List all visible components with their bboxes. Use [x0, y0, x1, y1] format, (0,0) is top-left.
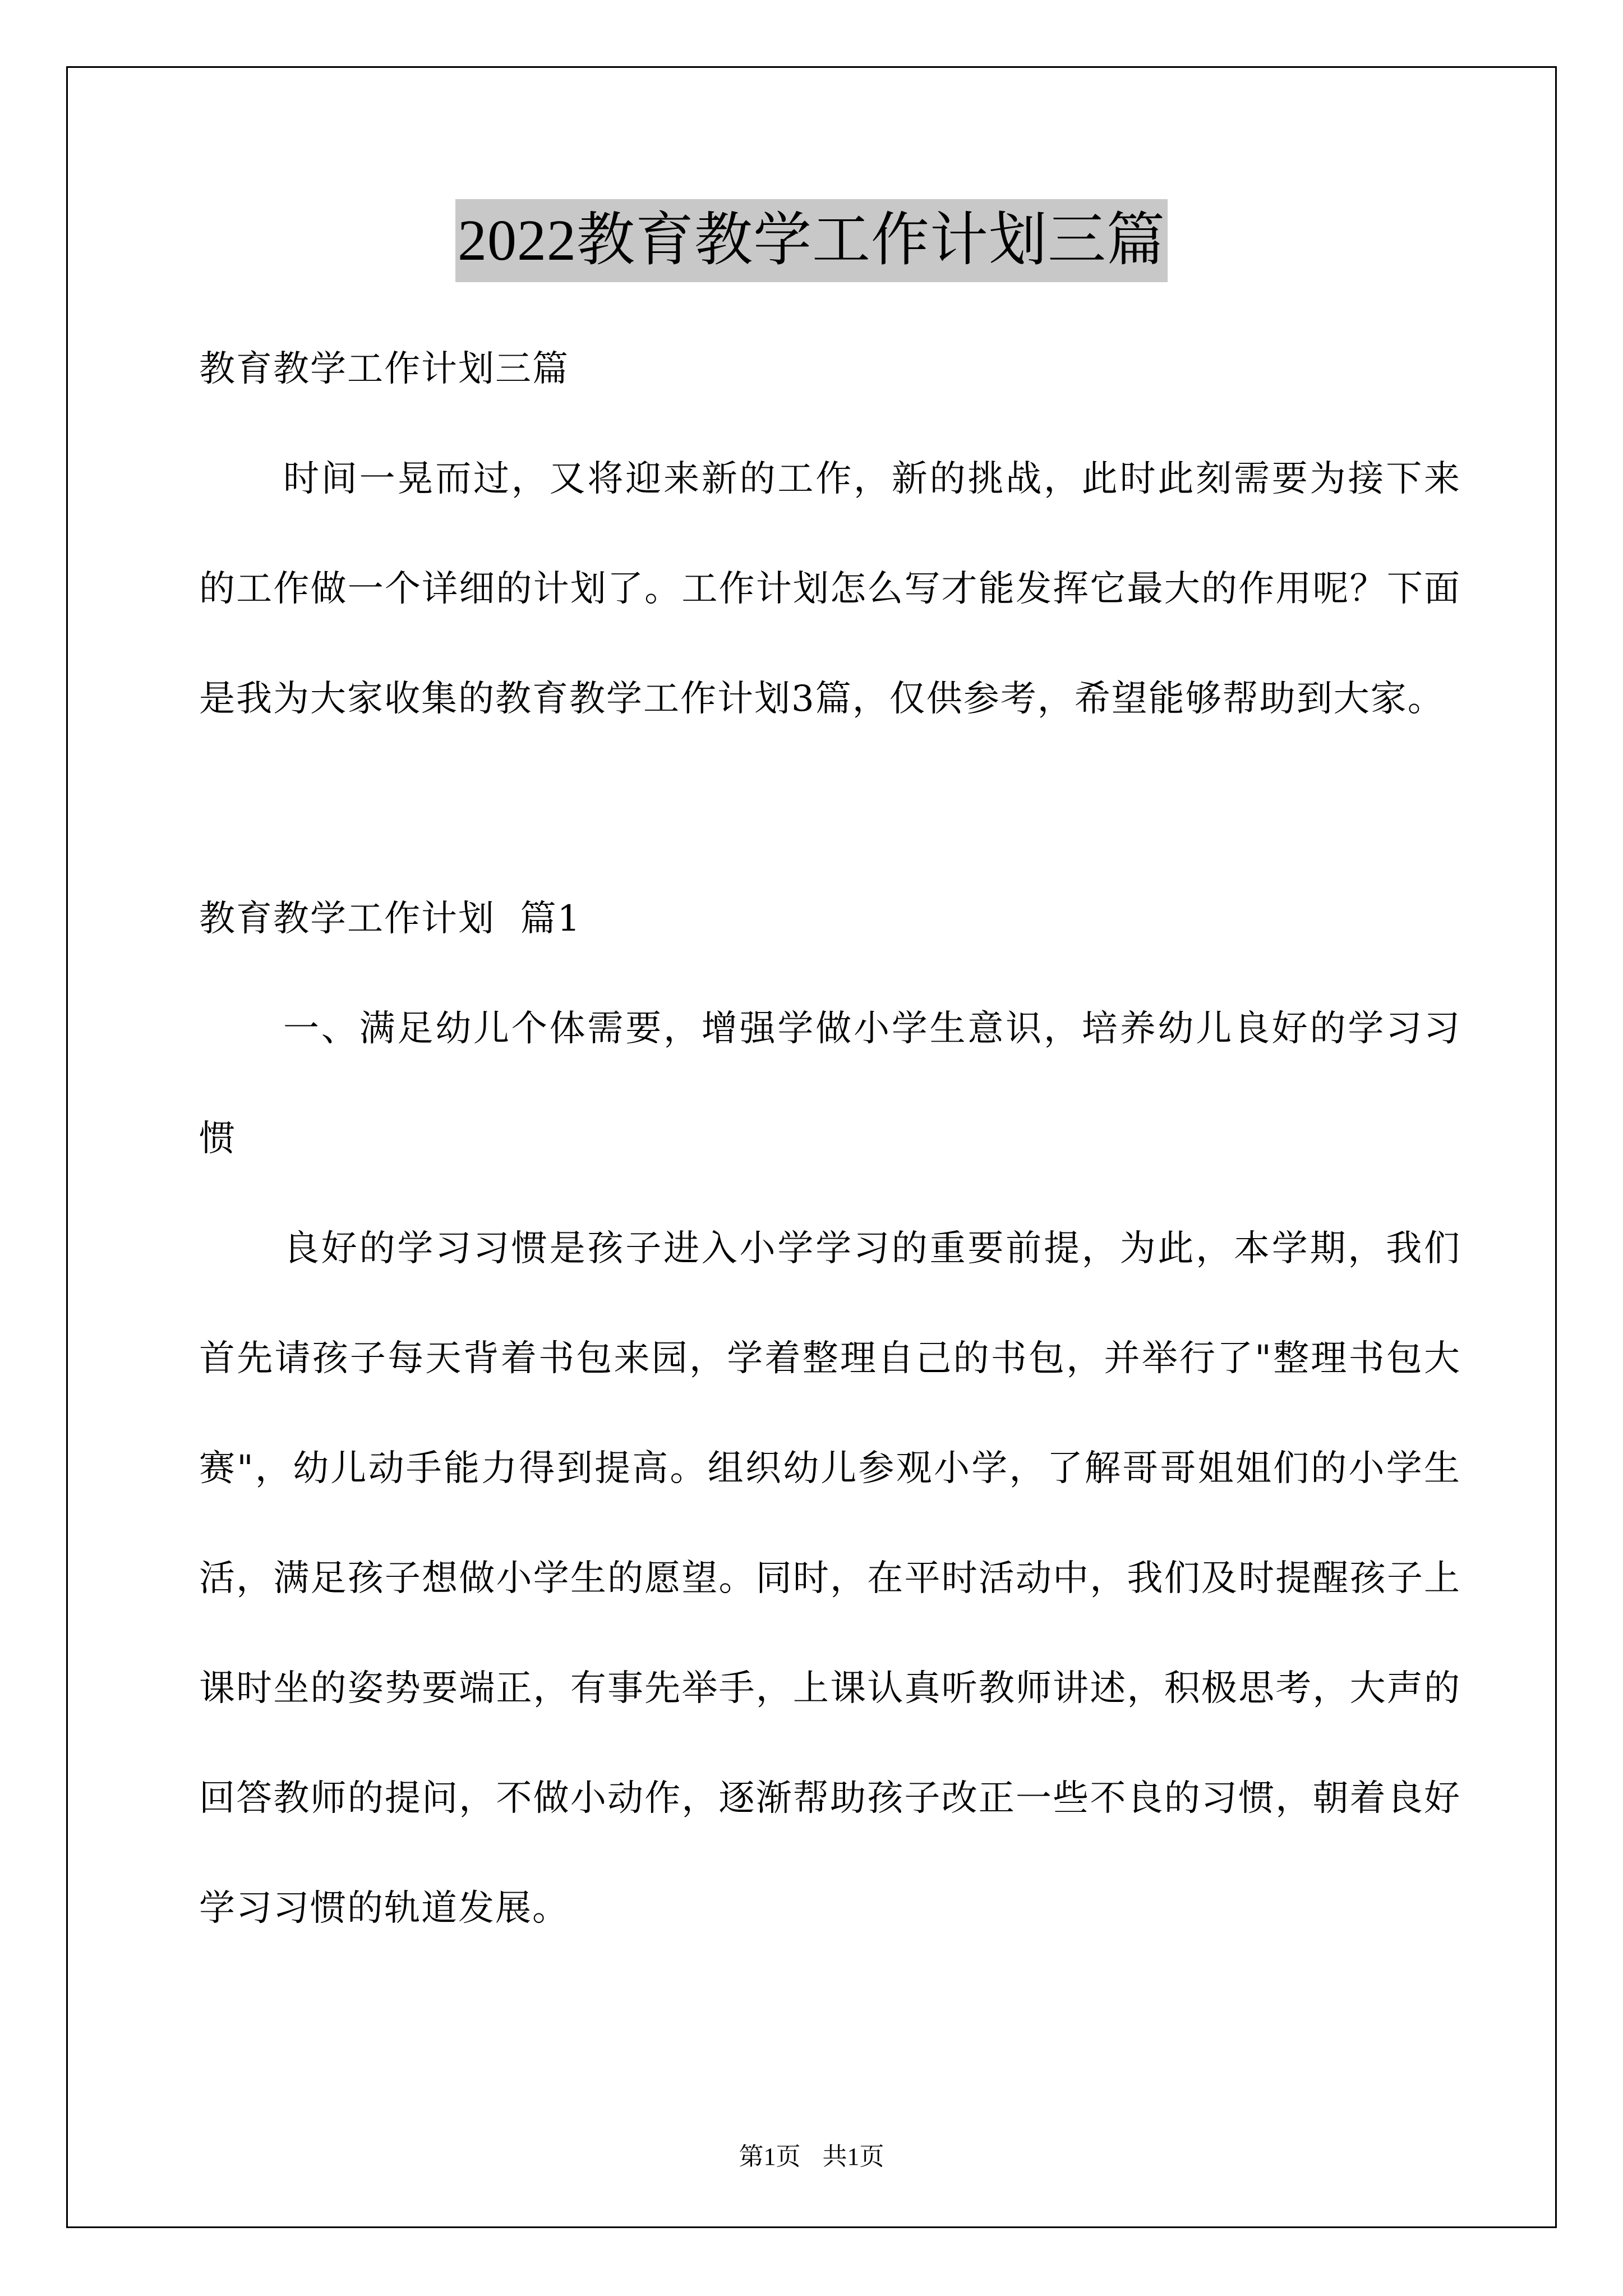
point-body-paragraph: 良好的学习习惯是孩子进入小学学习的重要前提，为此，本学期，我们首先请孩子每天背着书包来园，学着整理自己的书包，并举行了"整理书包大赛"，幼儿动手能力得到提高。组织幼儿参观小学，了解哥哥姐姐们的小学生活，满足孩子想做小学生的愿望。同时，在平时活动中，我们及时提醒孩子上课时坐的姿势要端正，有事先举手，上课认真听教师讲述，积极思考，大声的回答教师的提问，不做小动作，逐渐帮助孩子改正一些不良的习惯，朝着良好学习习惯的轨道发展。 [199, 1228, 1461, 1929]
section-heading: 教育教学工作计划 篇1 [199, 898, 582, 940]
page-footer [0, 2136, 1623, 2172]
page-number: 第1页 [739, 2143, 801, 2170]
point-heading: 一、满足幼儿个体需要，增强学做小学生意识，培养幼儿良好的学习习惯 [199, 1008, 1461, 1159]
paragraph-spacer [199, 754, 1461, 864]
title-container [0, 199, 1623, 282]
document-subtitle: 教育教学工作计划三篇 [199, 348, 569, 390]
intro-paragraph: 时间一晃而过，又将迎来新的工作，新的挑战，此时此刻需要为接下来的工作做一个详细的计划了。工作计划怎么写才能发挥它最大的作用呢？下面是我为大家收集的教育教学工作计划3篇，仅供参考，希望能够帮助到大家。 [199, 458, 1461, 720]
document-title: 2022教育教学工作计划三篇 [455, 199, 1168, 282]
document-body [199, 314, 1461, 1963]
page-total: 共1页 [822, 2143, 884, 2170]
